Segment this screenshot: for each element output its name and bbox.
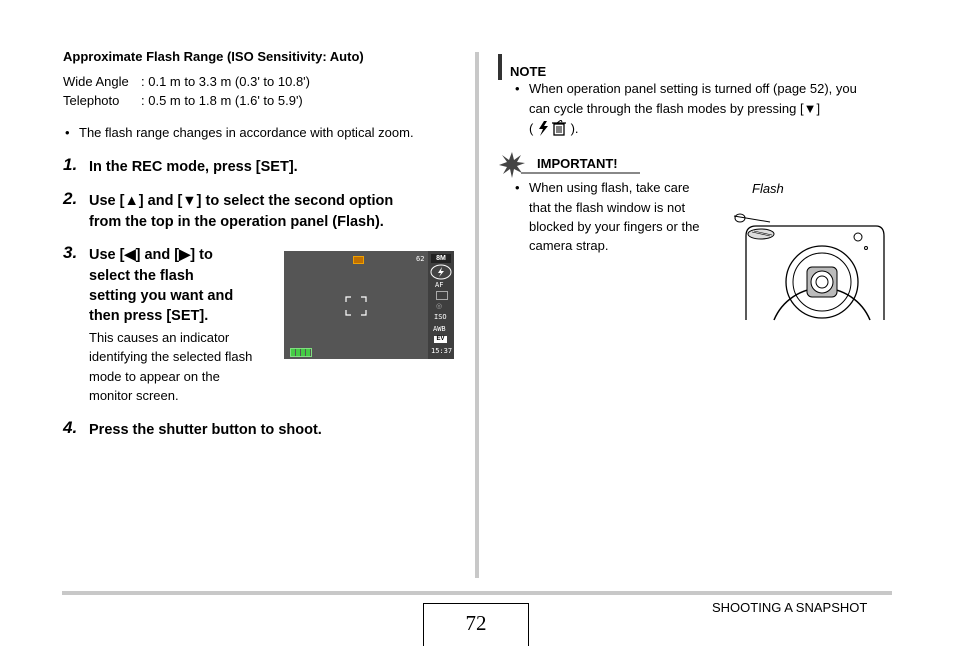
footer-rule	[62, 591, 892, 595]
step-2-text-line1: Use [▲] and [▼] to select the second option	[89, 193, 394, 209]
note-title: NOTE	[510, 64, 547, 79]
flash-range-note: • The flash range changes in accordance with optical zoom.	[79, 123, 414, 143]
step-3-desc: mode to appear on the	[89, 369, 220, 384]
column-divider	[475, 52, 479, 578]
important-line: that the flash window is not	[529, 200, 686, 215]
step-1-text: In the REC mode, press [SET].	[89, 159, 298, 175]
note-bar	[498, 54, 502, 80]
important-line: blocked by your fingers or the	[529, 219, 700, 234]
page-number: 72	[423, 603, 529, 646]
awb-icon: AWB	[433, 325, 446, 333]
flash-range-heading: Approximate Flash Range (ISO Sensitivity: Auto)	[63, 49, 364, 64]
flash-selected-icon	[430, 264, 452, 280]
step-2-text-line2: from the top in the operation panel (Flash).	[89, 214, 384, 230]
note-line2: can cycle through the flash modes by pressing [▼]	[529, 101, 821, 116]
step-4-number: 4.	[63, 418, 78, 437]
range-row-tele-value: : 0.5 m to 1.8 m (1.6' to 5.9')	[141, 93, 303, 108]
step-3-desc: identifying the selected flash	[89, 349, 253, 364]
focus-frame-icon	[436, 291, 448, 300]
step-3-line: Use [◀] and [▶] to	[89, 247, 213, 263]
shots-remaining: 62	[416, 255, 425, 263]
step-1-number: 1.	[63, 155, 78, 174]
section-title: SHOOTING A SNAPSHOT	[712, 600, 868, 615]
step-3-line: then press [SET].	[89, 308, 209, 324]
mode-icon	[353, 256, 364, 264]
step-3-line: select the flash	[89, 268, 194, 284]
important-line: camera strap.	[529, 238, 609, 253]
camera-front-illustration	[726, 196, 886, 322]
step-4-text: Press the shutter button to shoot.	[89, 422, 322, 438]
af-icon: AF	[435, 281, 444, 289]
flash-icon	[539, 121, 548, 136]
step-3-desc: This causes an indicator	[89, 330, 230, 345]
metering-icon: ◎	[436, 303, 443, 310]
focus-brackets-icon	[345, 296, 367, 316]
flash-trash-icons	[537, 120, 567, 136]
camera-monitor-screen	[284, 251, 454, 359]
important-burst-icon	[499, 152, 525, 178]
range-row-wide-value: : 0.1 m to 3.3 m (0.3' to 10.8')	[141, 74, 310, 89]
important-line: • When using flash, take care	[529, 178, 689, 198]
note-line1: • When operation panel setting is turned off (page 52), you	[529, 79, 857, 99]
iso-icon: ISO	[434, 313, 447, 321]
flash-figure-label: Flash	[752, 181, 784, 196]
step-3-desc: monitor screen.	[89, 388, 179, 403]
image-size-icon: 8M	[431, 254, 451, 263]
step-3-number: 3.	[63, 243, 78, 262]
battery-icon	[290, 348, 312, 357]
range-row-wide-label: Wide Angle	[63, 74, 129, 89]
note-line3: ( ).	[529, 121, 579, 136]
ev-icon: EV	[434, 336, 447, 343]
range-row-tele-label: Telephoto	[63, 93, 120, 108]
time-display: 15:37	[431, 347, 453, 355]
step-2-number: 2.	[63, 189, 78, 208]
trash-icon	[552, 120, 566, 135]
operation-panel	[428, 251, 454, 359]
important-underline	[521, 172, 640, 174]
step-3-line: setting you want and	[89, 288, 234, 304]
important-title: IMPORTANT!	[537, 156, 618, 171]
